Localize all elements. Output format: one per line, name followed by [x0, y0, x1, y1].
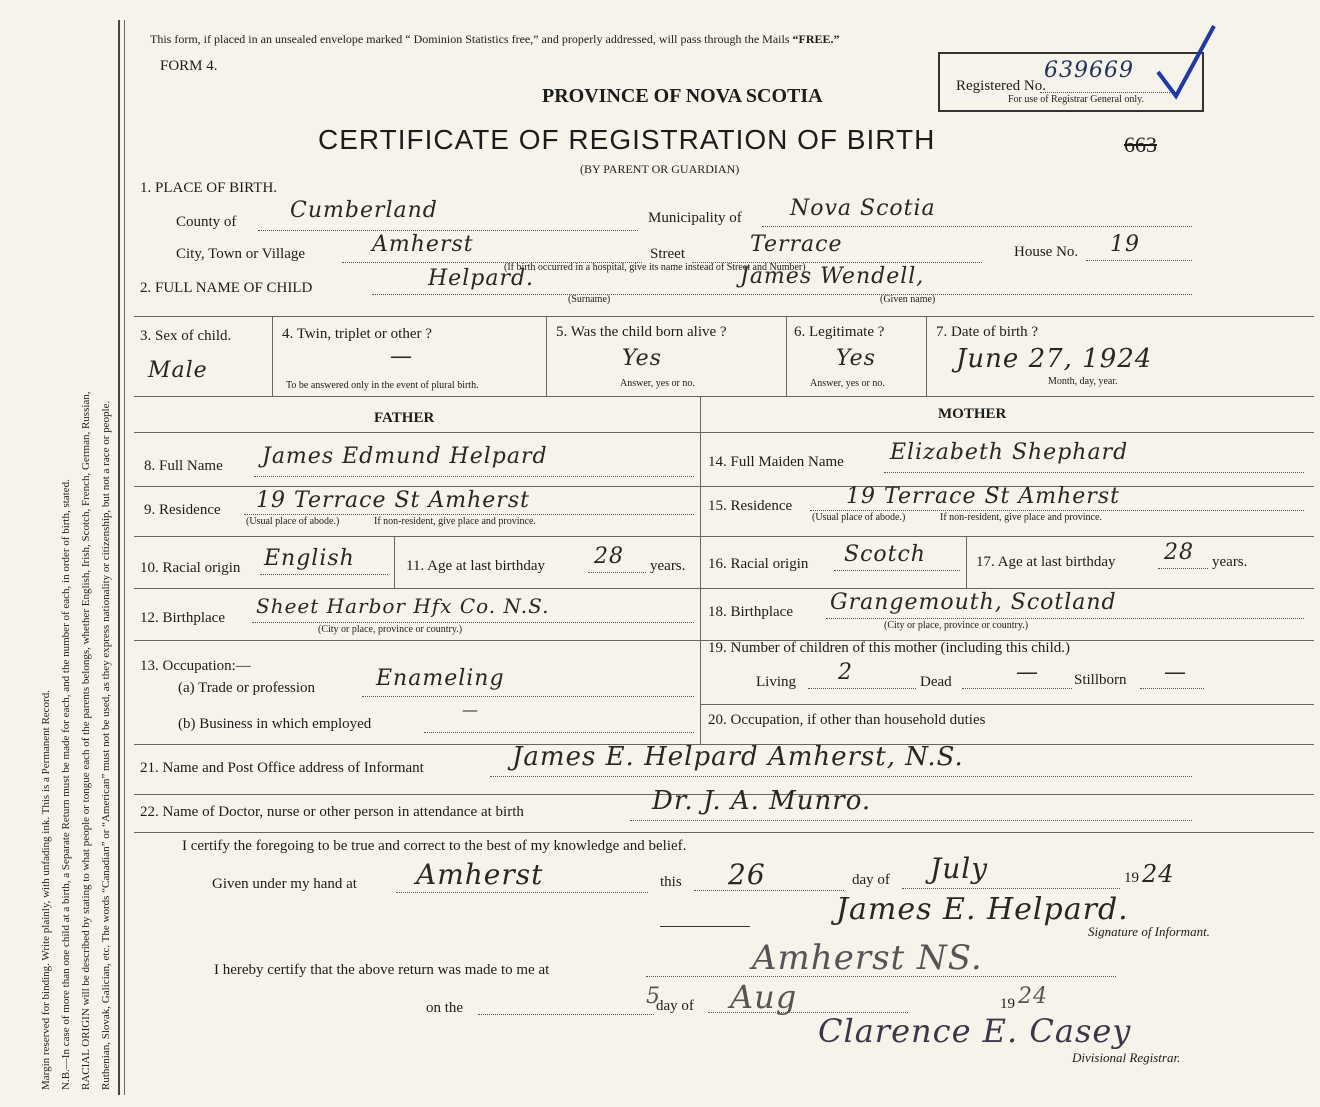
- stamp-number: 663: [1124, 132, 1157, 157]
- living-line: [808, 688, 916, 689]
- mother-years-label: years.: [1212, 554, 1248, 570]
- father-race-line: [260, 574, 388, 575]
- mother-name-value: Elizabeth Shephard: [890, 440, 1129, 465]
- mother-birthplace-note: (City or place, province or country.): [884, 620, 1029, 631]
- father-age-label: 11. Age at last birthday: [406, 558, 545, 574]
- registered-label: Registered No.: [956, 78, 1046, 94]
- given-at-value: Amherst: [416, 858, 544, 891]
- hospital-note: (If birth occurred in a hospital, give its name instead of Street and Number): [504, 262, 806, 273]
- row-rule-doctor: [134, 832, 1314, 833]
- certificate-title: CERTIFICATE OF REGISTRATION OF BIRTH: [318, 124, 936, 155]
- row-rule-parents: [134, 396, 1314, 397]
- county-value: Cumberland: [290, 198, 438, 223]
- street-label: Street: [650, 246, 685, 262]
- mother-residence-note1: (Usual place of abode.): [812, 512, 906, 523]
- col-rule-3: [786, 316, 787, 396]
- twin-value: —: [390, 344, 413, 369]
- col-rule-middle: [700, 396, 701, 744]
- stillborn-line: [1140, 688, 1204, 689]
- legit-label: 6. Legitimate ?: [794, 324, 885, 340]
- father-birthplace-label: 12. Birthplace: [140, 610, 225, 626]
- month-line: [902, 888, 1120, 889]
- father-residence-line: [244, 514, 694, 515]
- certify-text: I certify the foregoing to be true and correct to the best of my knowledge and belief.: [182, 838, 687, 854]
- mother-race-line: [834, 570, 960, 571]
- registrar-signature-label: Divisional Registrar.: [1072, 1050, 1181, 1065]
- alive-note: Answer, yes or no.: [620, 378, 695, 389]
- mail-notice: [150, 32, 840, 47]
- father-name-line: [254, 476, 694, 477]
- registered-number: 639669: [1044, 58, 1134, 83]
- alive-label: 5. Was the child born alive ?: [556, 324, 727, 340]
- house-line: [1086, 260, 1192, 261]
- father-birthplace-line: [252, 622, 694, 623]
- father-business-line: [424, 732, 694, 733]
- dead-line: [962, 688, 1072, 689]
- registered-note: For use of Registrar General only.: [1008, 94, 1144, 105]
- certificate-subtitle: (BY PARENT OR GUARDIAN): [580, 162, 740, 176]
- month-value: July: [930, 852, 989, 885]
- margin-note-binding: Margin reserved for binding. Write plainly, with unfading ink. This is a Permanent Record.: [40, 690, 52, 1090]
- street-value: Terrace: [750, 232, 843, 257]
- col-rule-mother-age: [966, 536, 967, 588]
- margin-rule-inner: [124, 20, 125, 1095]
- child-surname-note: (Surname): [568, 294, 611, 305]
- father-birthplace-value: Sheet Harbor Hfx Co. N.S.: [256, 594, 550, 618]
- sex-label: 3. Sex of child.: [140, 328, 232, 344]
- twin-note: To be answered only in the event of plural birth.: [286, 380, 479, 391]
- mother-residence-line: [810, 510, 1304, 511]
- row-rule-residence: [134, 536, 1314, 537]
- year-prefix: 19: [1124, 870, 1139, 886]
- registrar-signature: Clarence E. Casey: [818, 1012, 1132, 1050]
- registrar-dayof-label: day of: [656, 998, 694, 1014]
- mail-notice-free: “FREE.”: [792, 32, 840, 46]
- child-name-label: 2. FULL NAME OF CHILD: [140, 280, 313, 296]
- county-label: County of: [176, 214, 237, 230]
- registrar-place: Amherst NS.: [752, 938, 983, 978]
- father-residence-label: 9. Residence: [144, 502, 221, 518]
- father-business-value: —: [462, 700, 479, 719]
- stillborn-label: Stillborn: [1074, 672, 1127, 688]
- mother-age-value: 28: [1164, 540, 1194, 565]
- given-at-line: [396, 892, 648, 893]
- on-the-label: on the: [426, 1000, 464, 1016]
- father-business-label: (b) Business in which employed: [178, 716, 372, 732]
- twin-label: 4. Twin, triplet or other ?: [282, 326, 432, 342]
- living-label: Living: [756, 674, 796, 690]
- this-label: this: [660, 874, 682, 890]
- registrar-day: 5: [646, 984, 661, 1009]
- row-rule-fields: [134, 432, 1314, 433]
- city-label: City, Town or Village: [176, 246, 306, 262]
- informant-label: 21. Name and Post Office address of Informant: [140, 760, 424, 776]
- registrar-year: 24: [1018, 984, 1048, 1009]
- father-trade-label: (a) Trade or profession: [178, 680, 316, 696]
- house-value: 19: [1110, 232, 1140, 257]
- father-name-label: 8. Full Name: [144, 458, 223, 474]
- father-residence-note2: If non-resident, give place and province.: [374, 516, 536, 527]
- county-line: [258, 230, 638, 231]
- doctor-line: [630, 820, 1192, 821]
- signature-line: [660, 926, 750, 927]
- registrar-month: Aug: [730, 978, 798, 1016]
- registrar-day-line: [478, 1014, 654, 1015]
- informant-signature-label: Signature of Informant.: [1088, 924, 1210, 939]
- legit-note: Answer, yes or no.: [810, 378, 885, 389]
- mother-name-label: 14. Full Maiden Name: [708, 454, 844, 470]
- col-rule-2: [546, 316, 547, 396]
- mother-occupation-label: 20. Occupation, if other than household duties: [708, 712, 986, 728]
- margin-rule-outer: [118, 20, 120, 1095]
- given-at-label: Given under my hand at: [212, 876, 357, 892]
- sex-value: Male: [148, 358, 208, 383]
- municipality-value: Nova Scotia: [790, 196, 936, 221]
- child-given-name: James Wendell,: [740, 264, 925, 289]
- margin-note-multiple-births: N.B.—In case of more than one child at a birth, a Separate Return must be made for each, and the number of each, in order of birth, stated.: [60, 479, 72, 1090]
- registrar-text: I hereby certify that the above return was made to me at: [214, 962, 550, 978]
- mother-race-value: Scotch: [844, 542, 926, 567]
- father-birthplace-note: (City or place, province or country.): [318, 624, 463, 635]
- col-rule-4: [926, 316, 927, 396]
- mother-residence-label: 15. Residence: [708, 498, 793, 514]
- mother-heading: MOTHER: [938, 406, 1007, 422]
- mother-race-label: 16. Racial origin: [708, 556, 809, 572]
- child-name-line: [372, 294, 1192, 295]
- mother-age-label: 17. Age at last birthday: [976, 554, 1116, 570]
- father-name-value: James Edmund Helpard: [262, 444, 548, 469]
- dayof-label: day of: [852, 872, 890, 888]
- informant-signature: James E. Helpard.: [836, 892, 1129, 927]
- row-rule-race: [134, 588, 1314, 589]
- father-race-label: 10. Racial origin: [140, 560, 241, 576]
- informant-line: [490, 776, 1192, 777]
- day-line: [694, 890, 844, 891]
- margin-note-racial-origin-cont: Ruthenian, Slovak, Galician, etc. The words “Canadian” or “American” must not be used, as they express nationality or citizenship, but not a race or people.: [100, 400, 112, 1090]
- mother-birthplace-label: 18. Birthplace: [708, 604, 793, 620]
- check-mark: [1150, 20, 1220, 100]
- place-of-birth-heading: 1. PLACE OF BIRTH.: [140, 180, 278, 196]
- doctor-value: Dr. J. A. Munro.: [652, 786, 872, 816]
- dob-value: June 27, 1924: [956, 344, 1153, 374]
- father-years-label: years.: [650, 558, 686, 574]
- father-residence-note1: (Usual place of abode.): [246, 516, 340, 527]
- mother-birthplace-line: [826, 618, 1304, 619]
- mother-children-label: 19. Number of children of this mother (including this child.): [708, 640, 1071, 656]
- margin-note-racial-origin: RACIAL ORIGIN will be described by stating to what people or tongue each of the parents belongs, whether English, Irish, Scotch, French, German, Russian,: [80, 391, 92, 1090]
- father-trade-line: [362, 696, 694, 697]
- dob-label: 7. Date of birth ?: [936, 324, 1039, 340]
- year-value: 24: [1142, 860, 1175, 888]
- form-number: FORM 4.: [160, 58, 218, 74]
- mother-name-line: [884, 472, 1304, 473]
- mother-age-line: [1158, 568, 1208, 569]
- mother-birthplace-value: Grangemouth, Scotland: [830, 590, 1117, 615]
- col-rule-1: [272, 316, 273, 396]
- father-race-value: English: [264, 546, 355, 571]
- row-rule-top: [134, 316, 1314, 317]
- city-value: Amherst: [372, 232, 474, 257]
- father-residence-value: 19 Terrace St Amherst: [256, 488, 530, 513]
- alive-value: Yes: [622, 346, 662, 371]
- doctor-label: 22. Name of Doctor, nurse or other person in attendance at birth: [140, 804, 524, 820]
- father-age-line: [588, 572, 646, 573]
- dob-note: Month, day, year.: [1048, 376, 1118, 387]
- row-rule-occupation: [700, 704, 1314, 705]
- registrar-year-prefix: 19: [1000, 996, 1015, 1012]
- child-given-note: (Given name): [880, 294, 936, 305]
- municipality-line: [762, 226, 1192, 227]
- legit-value: Yes: [836, 346, 876, 371]
- municipality-label: Municipality of: [648, 210, 742, 226]
- dead-value: —: [1016, 660, 1039, 685]
- father-heading: FATHER: [374, 410, 435, 426]
- province-title: PROVINCE OF NOVA SCOTIA: [542, 85, 823, 107]
- col-rule-father-age: [394, 536, 395, 588]
- house-label: House No.: [1014, 244, 1079, 260]
- day-value: 26: [728, 858, 766, 891]
- mother-residence-note2: If non-resident, give place and province.: [940, 512, 1102, 523]
- row-rule-name: [134, 486, 1314, 487]
- living-value: 2: [838, 660, 853, 685]
- dead-label: Dead: [920, 674, 952, 690]
- registrar-place-line: [646, 976, 1116, 977]
- father-age-value: 28: [594, 544, 624, 569]
- father-occupation-label: 13. Occupation:—: [140, 658, 251, 674]
- child-surname: Helpard.: [428, 266, 535, 291]
- mail-notice-text: This form, if placed in an unsealed envelope marked “ Dominion Statistics free,” and properly addressed, will pass through the Mails: [150, 32, 790, 46]
- mother-residence-value: 19 Terrace St Amherst: [846, 484, 1120, 509]
- informant-value: James E. Helpard Amherst, N.S.: [512, 742, 964, 772]
- stillborn-value: —: [1164, 660, 1187, 685]
- father-trade-value: Enameling: [376, 666, 505, 691]
